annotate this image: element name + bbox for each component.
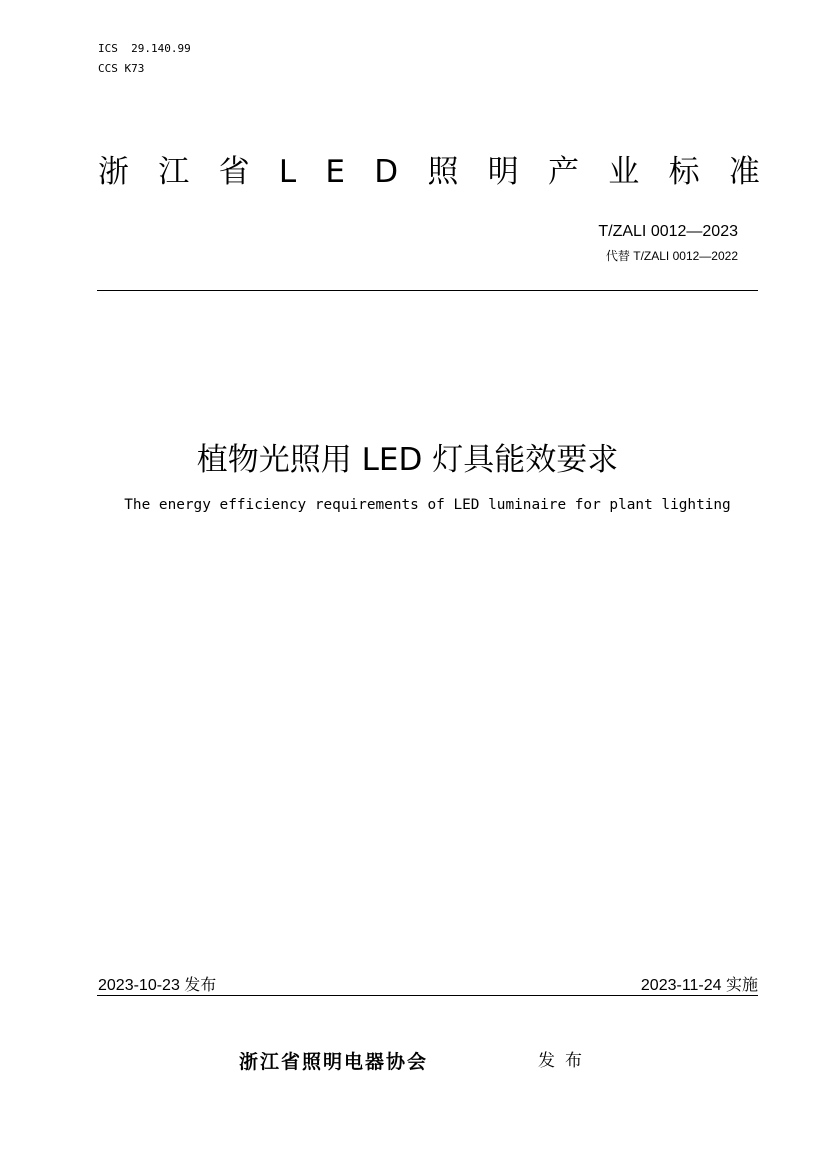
org-char: E [325,154,345,190]
org-char: L [278,154,297,190]
document-title-english: The energy efficiency requirements of LED luminaire for plant lighting [124,497,731,513]
ccs-code: CCS K73 [98,62,145,75]
footer-divider [97,995,758,996]
standard-organization-heading [98,152,760,192]
org-char: D [374,154,399,190]
issuing-organization: 浙江省照明电器协会 [239,1051,429,1073]
header-divider [97,290,758,291]
org-char: 省 [218,154,250,190]
ics-code: ICS 29.140.99 [98,42,191,55]
replaces-standard: 代替 T/ZALI 0012—2022 [605,249,738,263]
org-char: 标 [668,154,700,190]
org-char: 业 [608,154,640,190]
org-char: 产 [548,154,579,190]
implement-date: 2023-11-24 实施 [640,977,758,994]
org-char: 照 [427,154,459,190]
issue-label: 发布 [538,1051,592,1071]
org-char: 浙 [98,154,129,190]
org-char: 明 [487,154,519,190]
document-title-chinese: 植物光照用 LED 灯具能效要求 [196,442,619,478]
org-char: 江 [158,154,190,190]
org-char: 准 [728,154,760,190]
classification-codes [98,42,191,82]
standard-number: T/ZALI 0012—2023 [598,223,738,240]
publish-date: 2023-10-23 发布 [98,977,217,994]
